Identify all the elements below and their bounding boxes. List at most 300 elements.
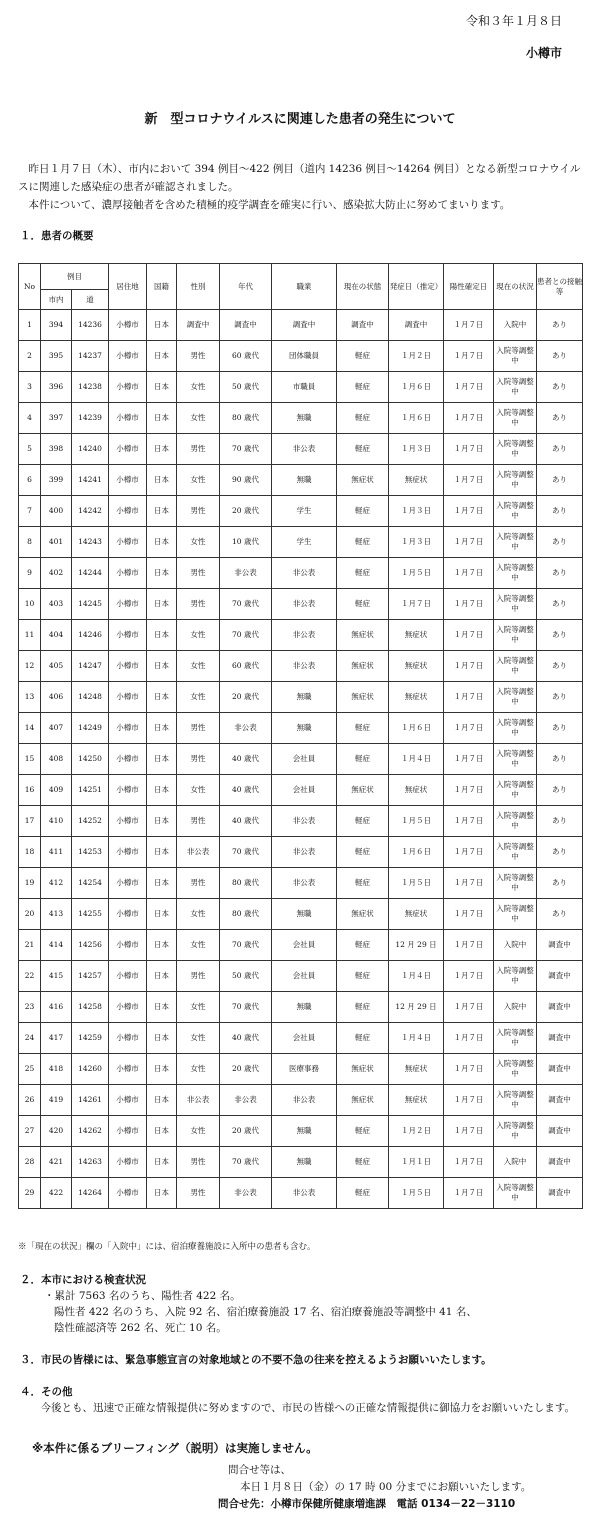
pref-case-num-cell: 14259 (72, 1023, 109, 1054)
section-heading-testing: ２．本市における検査状況 (20, 1274, 146, 1286)
job-cell: 非公表 (272, 651, 337, 682)
row-no-cell: 26 (19, 1085, 41, 1116)
pref-case-num-cell: 14246 (72, 620, 109, 651)
residence-cell: 小樽市 (109, 1023, 147, 1054)
onset-cell: １月６日 (389, 403, 444, 434)
pref-case-num-cell: 14240 (72, 434, 109, 465)
pref-case-num-cell: 14237 (72, 341, 109, 372)
confirmed-date-cell: １月７日 (444, 465, 494, 496)
status-cell: 軽症 (337, 1178, 389, 1209)
sex-cell: 男性 (177, 589, 220, 620)
sex-cell: 女性 (177, 899, 220, 930)
city-case-num-cell: 415 (41, 961, 72, 992)
row-no-cell: 29 (19, 1178, 41, 1209)
confirmed-date-cell: １月７日 (444, 806, 494, 837)
table-row (19, 961, 583, 992)
city-case-num-cell: 421 (41, 1147, 72, 1178)
age-cell: 70 歳代 (220, 930, 272, 961)
contact-cell: あり (537, 806, 583, 837)
sex-cell: 男性 (177, 961, 220, 992)
current-status-cell: 入院等調整中 (494, 403, 537, 434)
row-no-cell: 3 (19, 372, 41, 403)
age-cell: 20 歳代 (220, 1054, 272, 1085)
nationality-cell: 日本 (147, 806, 177, 837)
section-heading-other: ４．その他 (20, 1386, 73, 1398)
status-cell: 軽症 (337, 992, 389, 1023)
contact-cell: あり (537, 713, 583, 744)
residence-cell: 小樽市 (109, 806, 147, 837)
age-cell: 20 歳代 (220, 682, 272, 713)
status-cell: 軽症 (337, 403, 389, 434)
sex-cell: 女性 (177, 992, 220, 1023)
confirmed-date-cell: １月７日 (444, 992, 494, 1023)
age-cell: 40 歳代 (220, 1023, 272, 1054)
pref-case-num-cell: 14260 (72, 1054, 109, 1085)
pref-case-num-cell: 14252 (72, 806, 109, 837)
onset-cell: １月３日 (389, 434, 444, 465)
status-cell: 調査中 (337, 310, 389, 341)
row-no-cell: 28 (19, 1147, 41, 1178)
contact-cell: あり (537, 496, 583, 527)
status-cell: 軽症 (337, 961, 389, 992)
header-onset: 発症日（推定） (389, 264, 444, 310)
city-case-num-cell: 412 (41, 868, 72, 899)
header-pref-num: 道 (72, 290, 109, 310)
intro-paragraph: 昨日１月７日（木）、市内において 394 例目～422 例目（道内 14236 例目～14264 例目）となる新型コロナウイルスに関連した感染症の患者が確認されました。 (18, 163, 581, 193)
age-cell: 40 歳代 (220, 806, 272, 837)
city-case-num-cell: 398 (41, 434, 72, 465)
current-status-cell: 入院等調整中 (494, 341, 537, 372)
residence-cell: 小樽市 (109, 496, 147, 527)
residence-cell: 小樽市 (109, 434, 147, 465)
nationality-cell: 日本 (147, 651, 177, 682)
pref-case-num-cell: 14263 (72, 1147, 109, 1178)
row-no-cell: 19 (19, 868, 41, 899)
nationality-cell: 日本 (147, 589, 177, 620)
confirmed-date-cell: １月７日 (444, 651, 494, 682)
contact-cell: 調査中 (537, 1147, 583, 1178)
status-cell: 無症状 (337, 1054, 389, 1085)
status-cell: 軽症 (337, 713, 389, 744)
city-case-num-cell: 404 (41, 620, 72, 651)
onset-cell: 無症状 (389, 899, 444, 930)
age-cell: 非公表 (220, 1178, 272, 1209)
job-cell: 学生 (272, 496, 337, 527)
nationality-cell: 日本 (147, 465, 177, 496)
city-case-num-cell: 407 (41, 713, 72, 744)
pref-case-num-cell: 14255 (72, 899, 109, 930)
age-cell: 10 歳代 (220, 527, 272, 558)
onset-cell: 無症状 (389, 620, 444, 651)
row-no-cell: 7 (19, 496, 41, 527)
age-cell: 70 歳代 (220, 992, 272, 1023)
status-cell: 軽症 (337, 744, 389, 775)
document-date: 令和３年１月８日 (465, 14, 562, 28)
contact-cell: あり (537, 372, 583, 403)
contact-cell: 調査中 (537, 1116, 583, 1147)
row-no-cell: 2 (19, 341, 41, 372)
table-note: ※「現在の状況」欄の「入院中」には、宿泊療養施設に入所中の患者も含む。 (18, 1242, 316, 1252)
pref-case-num-cell: 14251 (72, 775, 109, 806)
age-cell: 90 歳代 (220, 465, 272, 496)
header-residence: 居住地 (109, 264, 147, 310)
pref-case-num-cell: 14257 (72, 961, 109, 992)
residence-cell: 小樽市 (109, 341, 147, 372)
sex-cell: 男性 (177, 713, 220, 744)
nationality-cell: 日本 (147, 1116, 177, 1147)
residence-cell: 小樽市 (109, 372, 147, 403)
onset-cell: 無症状 (389, 1054, 444, 1085)
sex-cell: 女性 (177, 403, 220, 434)
table-row (19, 682, 583, 713)
header-example: 例目 (41, 264, 109, 290)
row-no-cell: 11 (19, 620, 41, 651)
briefing-notice: ※本件に係るブリーフィング（説明）は実施しません。 (32, 1441, 318, 1455)
contact-cell: 調査中 (537, 1178, 583, 1209)
sex-cell: 女性 (177, 1054, 220, 1085)
current-status-cell: 入院等調整中 (494, 899, 537, 930)
residence-cell: 小樽市 (109, 620, 147, 651)
contact-cell: 調査中 (537, 1054, 583, 1085)
table-row (19, 1116, 583, 1147)
contact-cell: あり (537, 310, 583, 341)
onset-cell: １月１日 (389, 1147, 444, 1178)
residence-cell: 小樽市 (109, 558, 147, 589)
sex-cell: 男性 (177, 341, 220, 372)
table-row (19, 868, 583, 899)
table-row (19, 1178, 583, 1209)
current-status-cell: 入院等調整中 (494, 1085, 537, 1116)
onset-cell: 無症状 (389, 775, 444, 806)
table-row (19, 806, 583, 837)
issuer-city: 小樽市 (525, 46, 562, 60)
job-cell: 会社員 (272, 1023, 337, 1054)
city-case-num-cell: 409 (41, 775, 72, 806)
testing-line: 陽性者 422 名のうち、入院 92 名、宿泊療養施設 17 名、宿泊療養施設等調整中 41 名、 (54, 1306, 477, 1318)
contact-label: 問合せ等は、 (228, 1464, 291, 1476)
status-cell: 軽症 (337, 868, 389, 899)
onset-cell: １月５日 (389, 806, 444, 837)
current-status-cell: 入院等調整中 (494, 961, 537, 992)
onset-cell: 12 月 29 日 (389, 992, 444, 1023)
contact-cell: あり (537, 341, 583, 372)
intro-paragraph: 本件について、濃厚接触者を含めた積極的疫学調査を確実に行い、感染拡大防止に努めてまいります。 (28, 199, 511, 211)
residence-cell: 小樽市 (109, 403, 147, 434)
status-cell: 無症状 (337, 682, 389, 713)
row-no-cell: 17 (19, 806, 41, 837)
row-no-cell: 5 (19, 434, 41, 465)
contact-cell: あり (537, 589, 583, 620)
job-cell: 非公表 (272, 589, 337, 620)
table-row (19, 496, 583, 527)
table-row (19, 744, 583, 775)
contact-cell: あり (537, 620, 583, 651)
pref-case-num-cell: 14248 (72, 682, 109, 713)
job-cell: 調査中 (272, 310, 337, 341)
confirmed-date-cell: １月７日 (444, 868, 494, 899)
confirmed-date-cell: １月７日 (444, 930, 494, 961)
current-status-cell: 入院等調整中 (494, 372, 537, 403)
contact-cell: あり (537, 837, 583, 868)
confirmed-date-cell: １月７日 (444, 1116, 494, 1147)
pref-case-num-cell: 14258 (72, 992, 109, 1023)
table-row (19, 1054, 583, 1085)
pref-case-num-cell: 14256 (72, 930, 109, 961)
table-row (19, 527, 583, 558)
sex-cell: 男性 (177, 868, 220, 899)
current-status-cell: 入院等調整中 (494, 434, 537, 465)
onset-cell: １月５日 (389, 1178, 444, 1209)
pref-case-num-cell: 14261 (72, 1085, 109, 1116)
onset-cell: １月５日 (389, 558, 444, 589)
contact-cell: 調査中 (537, 961, 583, 992)
age-cell: 70 歳代 (220, 620, 272, 651)
current-status-cell: 入院等調整中 (494, 1116, 537, 1147)
onset-cell: 無症状 (389, 682, 444, 713)
status-cell: 軽症 (337, 930, 389, 961)
sex-cell: 女性 (177, 372, 220, 403)
city-case-num-cell: 394 (41, 310, 72, 341)
pref-case-num-cell: 14243 (72, 527, 109, 558)
city-case-num-cell: 405 (41, 651, 72, 682)
table-row (19, 558, 583, 589)
sex-cell: 非公表 (177, 837, 220, 868)
contact-cell: あり (537, 434, 583, 465)
table-row (19, 651, 583, 682)
status-cell: 軽症 (337, 434, 389, 465)
age-cell: 60 歳代 (220, 341, 272, 372)
page-title: 新 型コロナウイルスに関連した患者の発生について (144, 112, 456, 127)
confirmed-date-cell: １月７日 (444, 1023, 494, 1054)
nationality-cell: 日本 (147, 775, 177, 806)
row-no-cell: 13 (19, 682, 41, 713)
sex-cell: 男性 (177, 744, 220, 775)
job-cell: 会社員 (272, 775, 337, 806)
row-no-cell: 20 (19, 899, 41, 930)
contact-cell: あり (537, 744, 583, 775)
current-status-cell: 入院等調整中 (494, 589, 537, 620)
row-no-cell: 23 (19, 992, 41, 1023)
sex-cell: 女性 (177, 620, 220, 651)
onset-cell: １月２日 (389, 1116, 444, 1147)
nationality-cell: 日本 (147, 961, 177, 992)
pref-case-num-cell: 14242 (72, 496, 109, 527)
pref-case-num-cell: 14247 (72, 651, 109, 682)
age-cell: 非公表 (220, 713, 272, 744)
status-cell: 軽症 (337, 527, 389, 558)
sex-cell: 女性 (177, 1116, 220, 1147)
sex-cell: 男性 (177, 558, 220, 589)
age-cell: 50 歳代 (220, 961, 272, 992)
onset-cell: 12 月 29 日 (389, 930, 444, 961)
sex-cell: 男性 (177, 496, 220, 527)
nationality-cell: 日本 (147, 1023, 177, 1054)
city-case-num-cell: 395 (41, 341, 72, 372)
table-row (19, 930, 583, 961)
confirmed-date-cell: １月７日 (444, 403, 494, 434)
job-cell: 無職 (272, 1147, 337, 1178)
sex-cell: 女性 (177, 1023, 220, 1054)
job-cell: 無職 (272, 992, 337, 1023)
table-row (19, 403, 583, 434)
current-status-cell: 入院等調整中 (494, 682, 537, 713)
age-cell: 非公表 (220, 1085, 272, 1116)
sex-cell: 女性 (177, 775, 220, 806)
city-case-num-cell: 402 (41, 558, 72, 589)
row-no-cell: 18 (19, 837, 41, 868)
table-row (19, 713, 583, 744)
confirmed-date-cell: １月７日 (444, 620, 494, 651)
pref-case-num-cell: 14253 (72, 837, 109, 868)
sex-cell: 女性 (177, 930, 220, 961)
header-age: 年代 (220, 264, 272, 310)
table-row (19, 992, 583, 1023)
current-status-cell: 入院等調整中 (494, 496, 537, 527)
table-row (19, 372, 583, 403)
current-status-cell: 入院等調整中 (494, 558, 537, 589)
status-cell: 無症状 (337, 775, 389, 806)
current-status-cell: 入院等調整中 (494, 1054, 537, 1085)
confirmed-date-cell: １月７日 (444, 1178, 494, 1209)
row-no-cell: 25 (19, 1054, 41, 1085)
row-no-cell: 8 (19, 527, 41, 558)
confirmed-date-cell: １月７日 (444, 310, 494, 341)
table-row (19, 620, 583, 651)
contact-cell: 調査中 (537, 1085, 583, 1116)
job-cell: 会社員 (272, 744, 337, 775)
city-case-num-cell: 417 (41, 1023, 72, 1054)
current-status-cell: 入院中 (494, 1147, 537, 1178)
residence-cell: 小樽市 (109, 837, 147, 868)
age-cell: 20 歳代 (220, 1116, 272, 1147)
status-cell: 軽症 (337, 1023, 389, 1054)
row-no-cell: 4 (19, 403, 41, 434)
job-cell: 非公表 (272, 434, 337, 465)
residence-cell: 小樽市 (109, 1054, 147, 1085)
status-cell: 軽症 (337, 837, 389, 868)
current-status-cell: 入院等調整中 (494, 1023, 537, 1054)
confirmed-date-cell: １月７日 (444, 713, 494, 744)
job-cell: 団体職員 (272, 341, 337, 372)
table-row (19, 1147, 583, 1178)
job-cell: 非公表 (272, 558, 337, 589)
status-cell: 軽症 (337, 1147, 389, 1178)
nationality-cell: 日本 (147, 434, 177, 465)
city-case-num-cell: 406 (41, 682, 72, 713)
nationality-cell: 日本 (147, 682, 177, 713)
row-no-cell: 10 (19, 589, 41, 620)
header-sex: 性別 (177, 264, 220, 310)
confirmed-date-cell: １月７日 (444, 434, 494, 465)
onset-cell: 調査中 (389, 310, 444, 341)
header-current: 現在の状況 (494, 264, 537, 310)
city-case-num-cell: 400 (41, 496, 72, 527)
city-case-num-cell: 399 (41, 465, 72, 496)
onset-cell: １月４日 (389, 961, 444, 992)
age-cell: 70 歳代 (220, 434, 272, 465)
row-no-cell: 14 (19, 713, 41, 744)
age-cell: 70 歳代 (220, 837, 272, 868)
row-no-cell: 6 (19, 465, 41, 496)
confirmed-date-cell: １月７日 (444, 1054, 494, 1085)
nationality-cell: 日本 (147, 403, 177, 434)
sex-cell: 男性 (177, 806, 220, 837)
nationality-cell: 日本 (147, 930, 177, 961)
age-cell: 70 歳代 (220, 589, 272, 620)
header-job: 職業 (272, 264, 337, 310)
onset-cell: １月４日 (389, 744, 444, 775)
job-cell: 非公表 (272, 837, 337, 868)
contact-cell: あり (537, 775, 583, 806)
confirmed-date-cell: １月７日 (444, 1147, 494, 1178)
sex-cell: 女性 (177, 682, 220, 713)
status-cell: 無症状 (337, 1085, 389, 1116)
pref-case-num-cell: 14238 (72, 372, 109, 403)
table-row (19, 837, 583, 868)
row-no-cell: 21 (19, 930, 41, 961)
row-no-cell: 12 (19, 651, 41, 682)
current-status-cell: 入院中 (494, 992, 537, 1023)
header-no: No (19, 264, 41, 310)
row-no-cell: 16 (19, 775, 41, 806)
pref-case-num-cell: 14264 (72, 1178, 109, 1209)
patients-table (18, 263, 583, 1209)
city-case-num-cell: 396 (41, 372, 72, 403)
city-case-num-cell: 419 (41, 1085, 72, 1116)
contact-cell: あり (537, 651, 583, 682)
city-case-num-cell: 420 (41, 1116, 72, 1147)
nationality-cell: 日本 (147, 527, 177, 558)
city-case-num-cell: 414 (41, 930, 72, 961)
residence-cell: 小樽市 (109, 1116, 147, 1147)
confirmed-date-cell: １月７日 (444, 961, 494, 992)
nationality-cell: 日本 (147, 1085, 177, 1116)
contact-cell: あり (537, 403, 583, 434)
city-case-num-cell: 411 (41, 837, 72, 868)
age-cell: 80 歳代 (220, 868, 272, 899)
job-cell: 無職 (272, 403, 337, 434)
nationality-cell: 日本 (147, 1054, 177, 1085)
city-case-num-cell: 408 (41, 744, 72, 775)
pref-case-num-cell: 14249 (72, 713, 109, 744)
row-no-cell: 24 (19, 1023, 41, 1054)
testing-line: ・累計 7563 名のうち、陽性者 422 名。 (44, 1290, 241, 1302)
residence-cell: 小樽市 (109, 961, 147, 992)
table-row (19, 1023, 583, 1054)
table-row (19, 1085, 583, 1116)
confirmed-date-cell: １月７日 (444, 558, 494, 589)
table-row (19, 465, 583, 496)
nationality-cell: 日本 (147, 1178, 177, 1209)
confirmed-date-cell: １月７日 (444, 837, 494, 868)
age-cell: 50 歳代 (220, 372, 272, 403)
nationality-cell: 日本 (147, 1147, 177, 1178)
header-status: 現在の状態 (337, 264, 389, 310)
nationality-cell: 日本 (147, 341, 177, 372)
city-case-num-cell: 413 (41, 899, 72, 930)
confirmed-date-cell: １月７日 (444, 744, 494, 775)
residence-cell: 小樽市 (109, 868, 147, 899)
contact-cell: あり (537, 465, 583, 496)
header-contact: 患者との接触等 (537, 264, 583, 310)
current-status-cell: 入院等調整中 (494, 1178, 537, 1209)
sex-cell: 女性 (177, 465, 220, 496)
onset-cell: 無症状 (389, 465, 444, 496)
residence-cell: 小樽市 (109, 899, 147, 930)
confirmed-date-cell: １月７日 (444, 589, 494, 620)
header-confirmed: 陽性確定日 (444, 264, 494, 310)
status-cell: 無症状 (337, 465, 389, 496)
